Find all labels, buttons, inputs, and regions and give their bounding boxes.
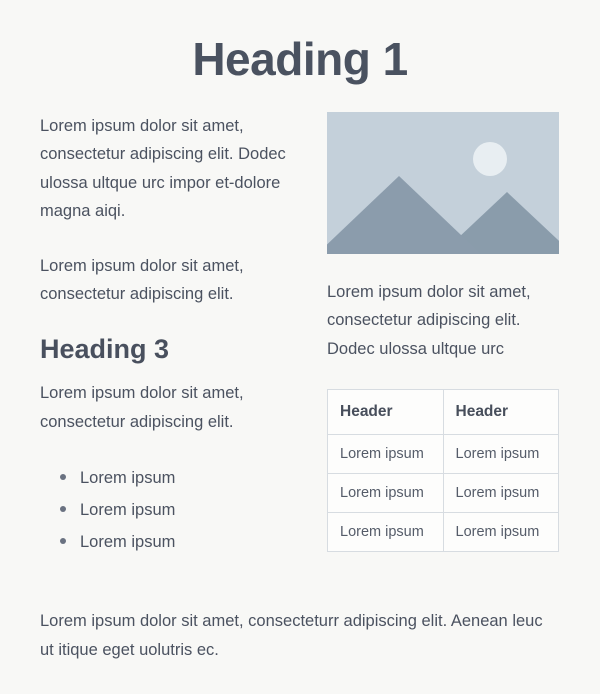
left-paragraph-3: Lorem ipsum dolor sit amet, consectetur adipiscing elit. [40, 384, 244, 431]
list-item: Lorem ipsum [66, 462, 287, 494]
page-title: Heading 1 [192, 33, 408, 85]
table-head [328, 390, 559, 435]
right-column [327, 112, 559, 552]
table-header-cell: Header [328, 390, 444, 435]
section-heading-3: Heading 3 [40, 334, 170, 365]
list-item: Lorem ipsum [66, 526, 287, 558]
left-column [40, 112, 287, 559]
table-cell: Lorem ipsum [328, 435, 444, 474]
two-column-layout [40, 112, 560, 559]
sun-icon [473, 142, 507, 176]
table-body [328, 435, 559, 552]
table-cell: Lorem ipsum [443, 435, 559, 474]
list-item: Lorem ipsum [66, 494, 287, 526]
mountain-front-shape [327, 176, 481, 254]
footer-paragraph: Lorem ipsum dolor sit amet, consecteturr adipiscing elit. Aenean leuc ut itique eget uolutris ec. [40, 612, 543, 659]
table-header-cell: Header [443, 390, 559, 435]
table-cell: Lorem ipsum [328, 513, 444, 552]
table-cell: Lorem ipsum [443, 474, 559, 513]
table-row [328, 435, 559, 474]
data-table [327, 389, 559, 552]
table-cell: Lorem ipsum [328, 474, 444, 513]
table-row [328, 474, 559, 513]
table-header-row [328, 390, 559, 435]
image-placeholder-icon [327, 112, 559, 254]
left-paragraph-1: Lorem ipsum dolor sit amet, consectetur adipiscing elit. Dodec ulossa ultque urc impor et-dolore magna aiqi. [40, 117, 286, 221]
right-paragraph-1: Lorem ipsum dolor sit amet, consectetur adipiscing elit. Dodec ulossa ultque urc [327, 283, 531, 358]
table-row [328, 513, 559, 552]
bullet-list [40, 462, 287, 559]
table-cell: Lorem ipsum [443, 513, 559, 552]
left-paragraph-2: Lorem ipsum dolor sit amet, consectetur adipiscing elit. [40, 256, 244, 303]
